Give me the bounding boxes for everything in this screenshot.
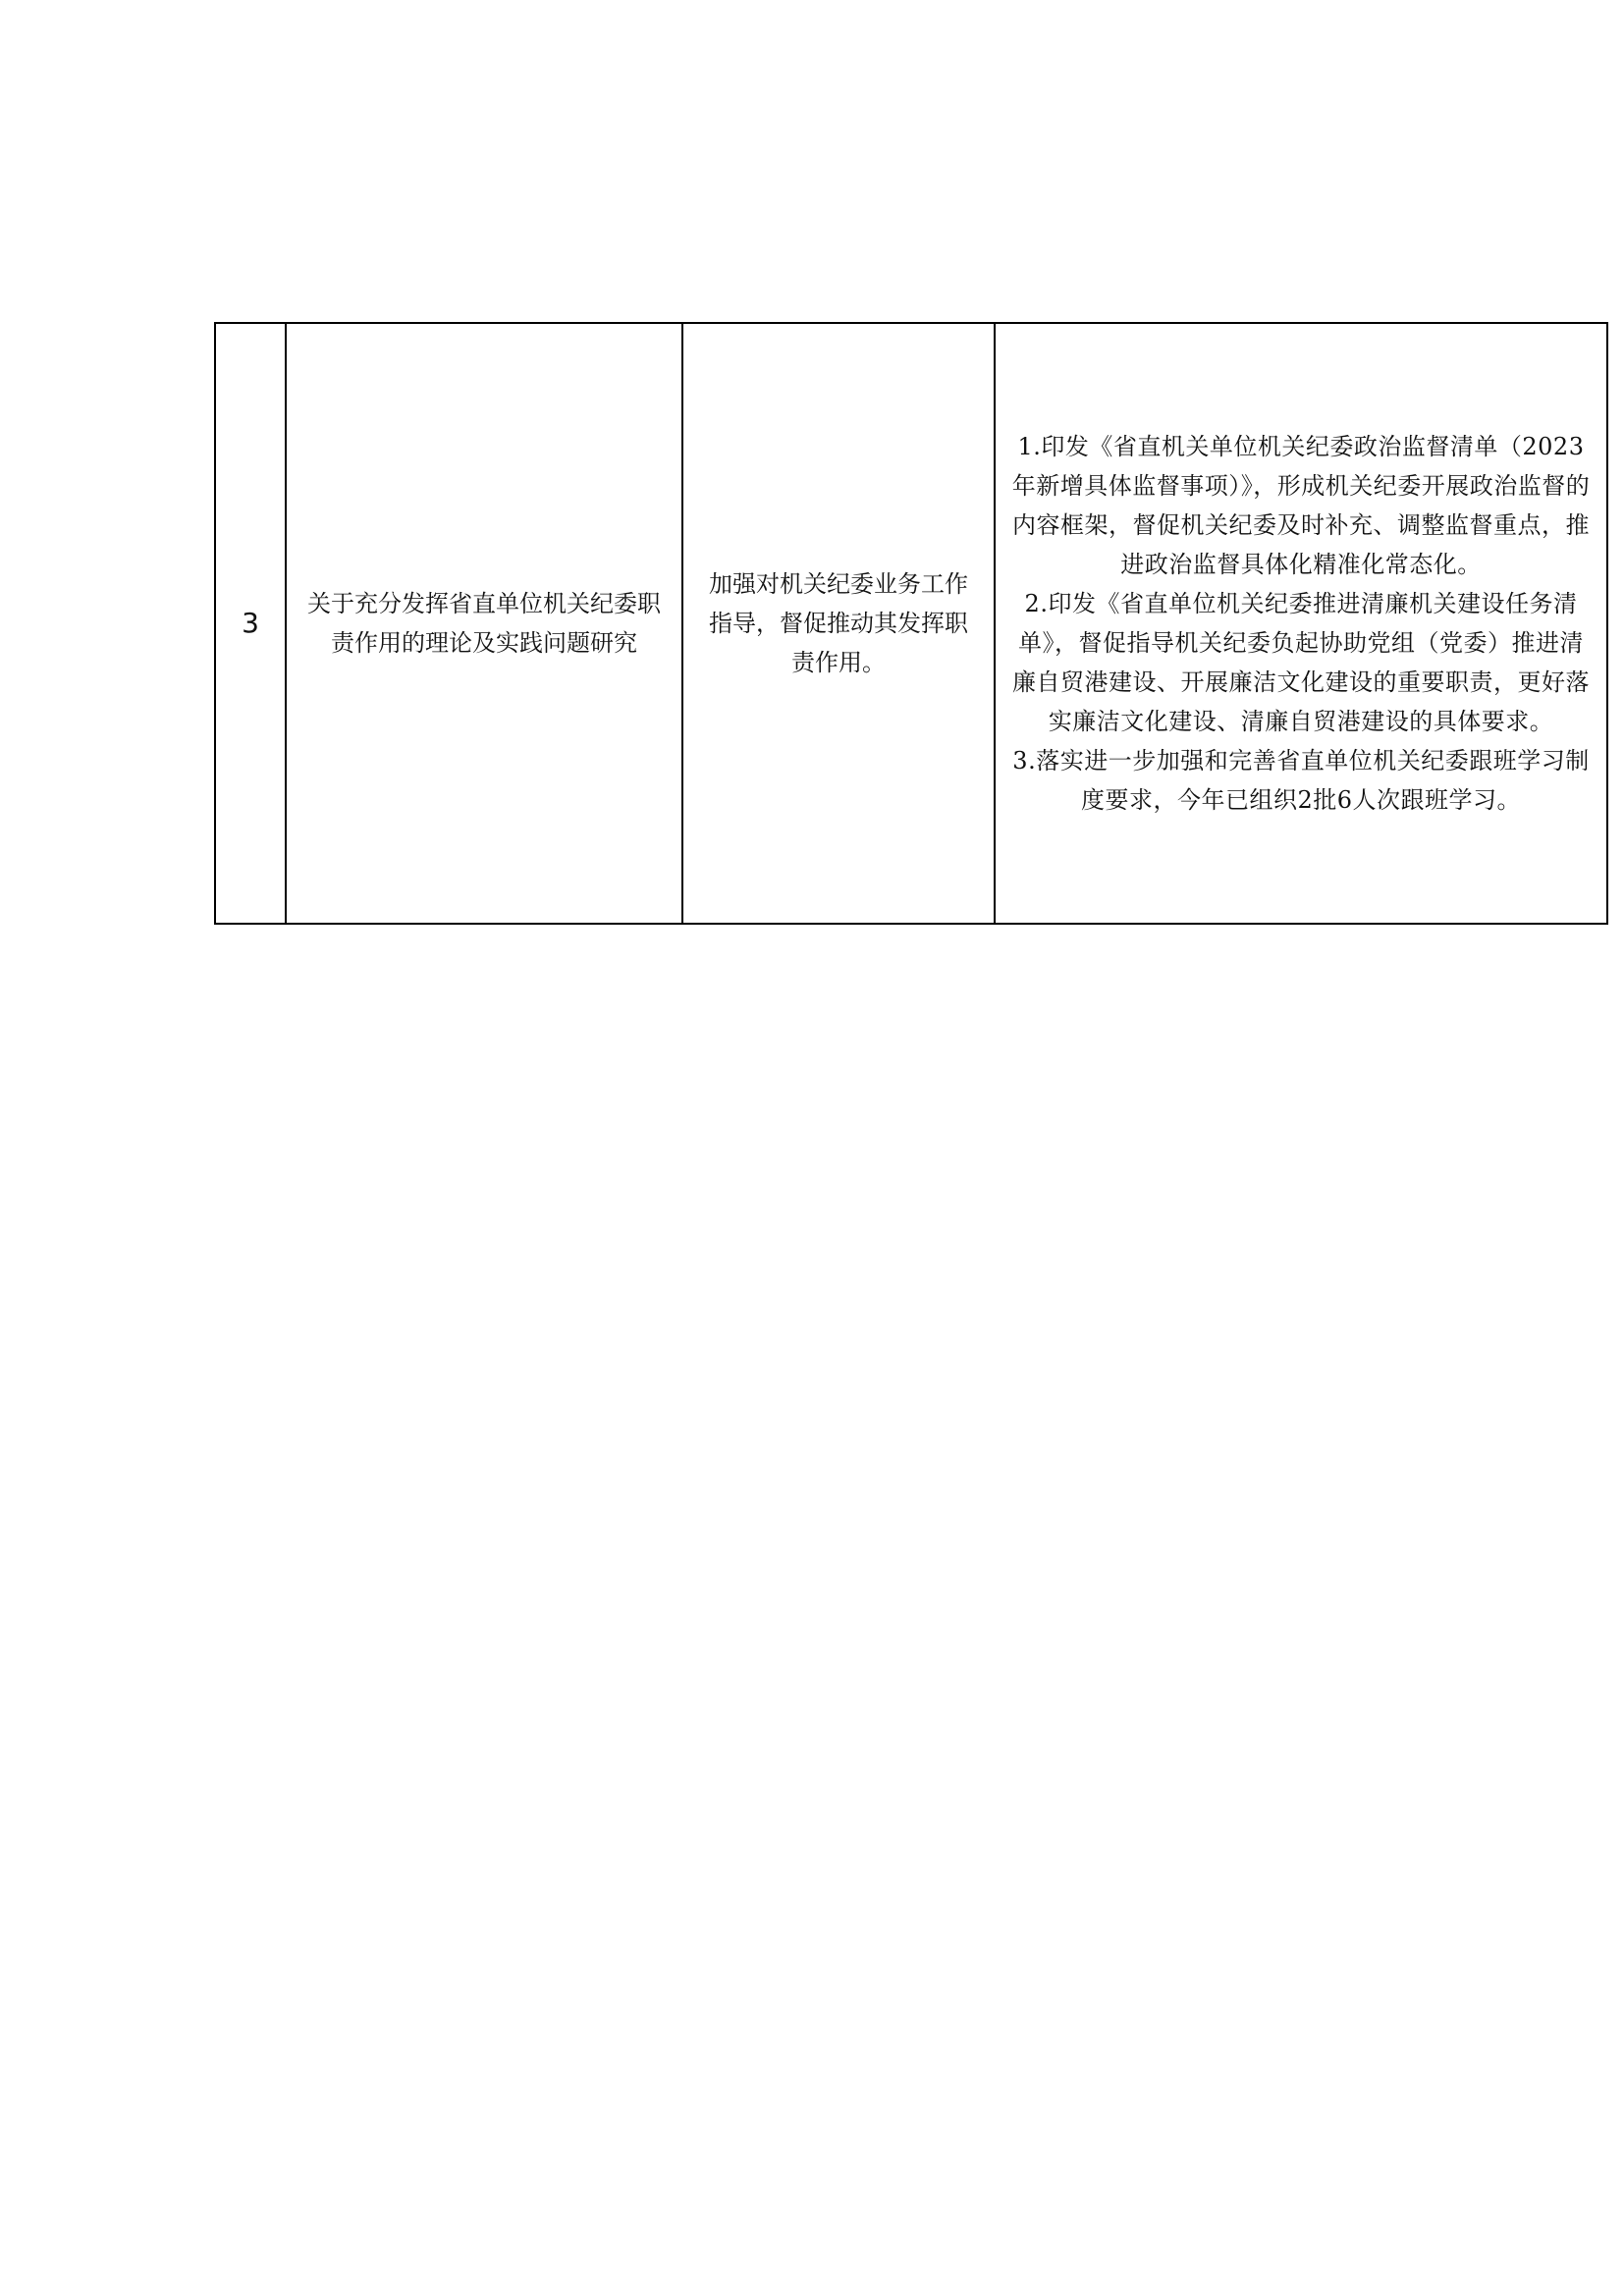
research-purpose: 加强对机关纪委业务工作指导，督促推动其发挥职责作用。 [682,323,995,924]
result-item-2: 2.印发《省直单位机关纪委推进清廉机关建设任务清单》，督促指导机关纪委负起协助党组（党委）推进清廉自贸港建设、开展廉洁文化建设的重要职责，更好落实廉洁文化建设、清廉自贸港建设的具体要求。 [1012,590,1590,735]
table-row [215,323,1607,924]
result-item-1: 1.印发《省直机关单位机关纪委政治监督清单（2023年新增具体监督事项）》，形成机关纪委开展政治监督的内容框架，督促机关纪委及时补充、调整监督重点，推进政治监督具体化精准化常态化。 [1011,433,1591,578]
research-results [995,323,1607,924]
result-item-3: 3.落实进一步加强和完善省直单位机关纪委跟班学习制度要求，今年已组织2批6人次跟班学习。 [1012,747,1590,814]
research-topics-table [214,322,1608,925]
research-topic: 关于充分发挥省直单位机关纪委职责作用的理论及实践问题研究 [286,323,682,924]
row-index: 3 [215,323,286,924]
